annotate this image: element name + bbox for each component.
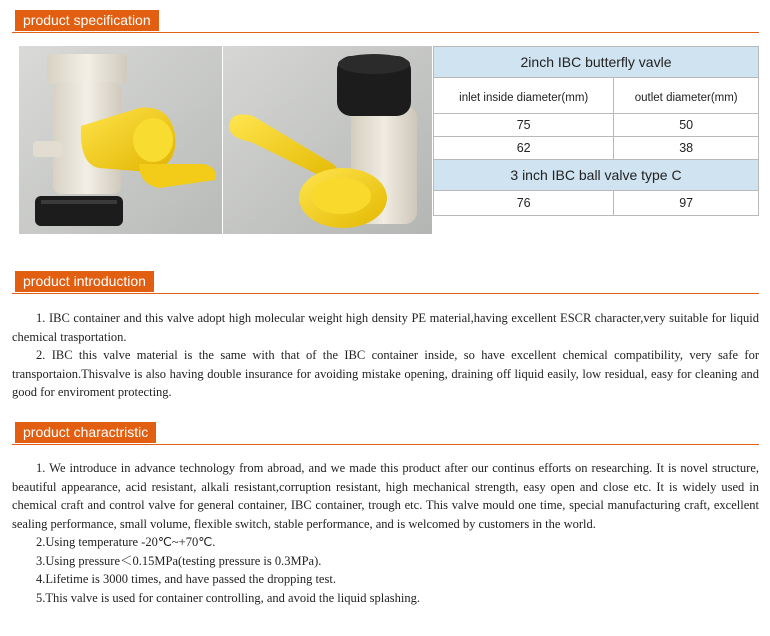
valve-photo-front: [19, 46, 222, 234]
cell-inlet: 75: [434, 114, 614, 137]
characteristic-section: [12, 422, 759, 607]
intro-paragraph-2: 2. IBC this valve material is the same with that of the IBC container inside, so have excellent chemical compatibility, very safe for transportaion.Thisvalve is also having double insurance for avoiding mistake opening, draining off liquid easily, low residual, easy for cleaning and good for enviroment protecting.: [12, 348, 759, 399]
valve-side-image: [223, 46, 432, 234]
cell-outlet: 50: [614, 114, 759, 137]
spec-header: [12, 10, 759, 33]
cell-outlet: 38: [614, 137, 759, 160]
col-header-inlet: inlet inside diameter(mm): [434, 78, 614, 114]
intro-paragraph-1: 1. IBC container and this valve adopt high molecular weight high density PE material,having excellent ESCR character,very suitable for liquid chemical trasportation.: [12, 311, 759, 344]
intro-header: [12, 271, 759, 294]
table-row: [434, 114, 759, 137]
spec-table: [433, 46, 759, 216]
intro-body: [12, 309, 759, 402]
cell-inlet: 76: [434, 191, 614, 216]
characteristic-item: 4.Lifetime is 3000 times, and have passed the dropping test.: [36, 572, 336, 586]
characteristic-item: 5.This valve is used for container controlling, and avoid the liquid splashing.: [36, 590, 420, 605]
characteristic-body: [12, 459, 759, 607]
col-header-outlet: outlet diameter(mm): [614, 78, 759, 114]
characteristic-paragraph: 1. We introduce in advance technology from abroad, and we made this product after our continus efforts on researching. It is novel structure, beautiful appearance, acid resistant, alkali resistant,corruption resistant, high mechanical strength, easy open and close etc. It is widely used in chemical craft and control valve for general container, IBC container, trough etc. This valve mould one time, special manufacturing craft, excellent sealing performance, small volume, flexible switch, stable performance, and is welcomed by customers in the world.: [12, 461, 759, 531]
characteristic-item: 2.Using temperature -20℃~+70℃.: [36, 535, 216, 549]
spec-title: product specification: [15, 10, 159, 31]
intro-section: [12, 271, 759, 402]
characteristic-header: [12, 422, 759, 445]
valve-photo-side: [223, 46, 432, 234]
table-row: [434, 137, 759, 160]
spec-table-title-1: 2inch IBC butterfly vavle: [434, 47, 759, 78]
intro-title: product introduction: [15, 271, 154, 292]
spec-table-title-2: 3 inch IBC ball valve type C: [434, 160, 759, 191]
table-row: [434, 191, 759, 216]
valve-front-image: [19, 46, 222, 234]
characteristic-item: 3.Using pressure＜0.15MPa(testing pressure is 0.3MPa).: [36, 553, 322, 568]
cell-inlet: 62: [434, 137, 614, 160]
characteristic-title: product charactristic: [15, 422, 156, 443]
spec-section: [12, 10, 759, 33]
cell-outlet: 97: [614, 191, 759, 216]
